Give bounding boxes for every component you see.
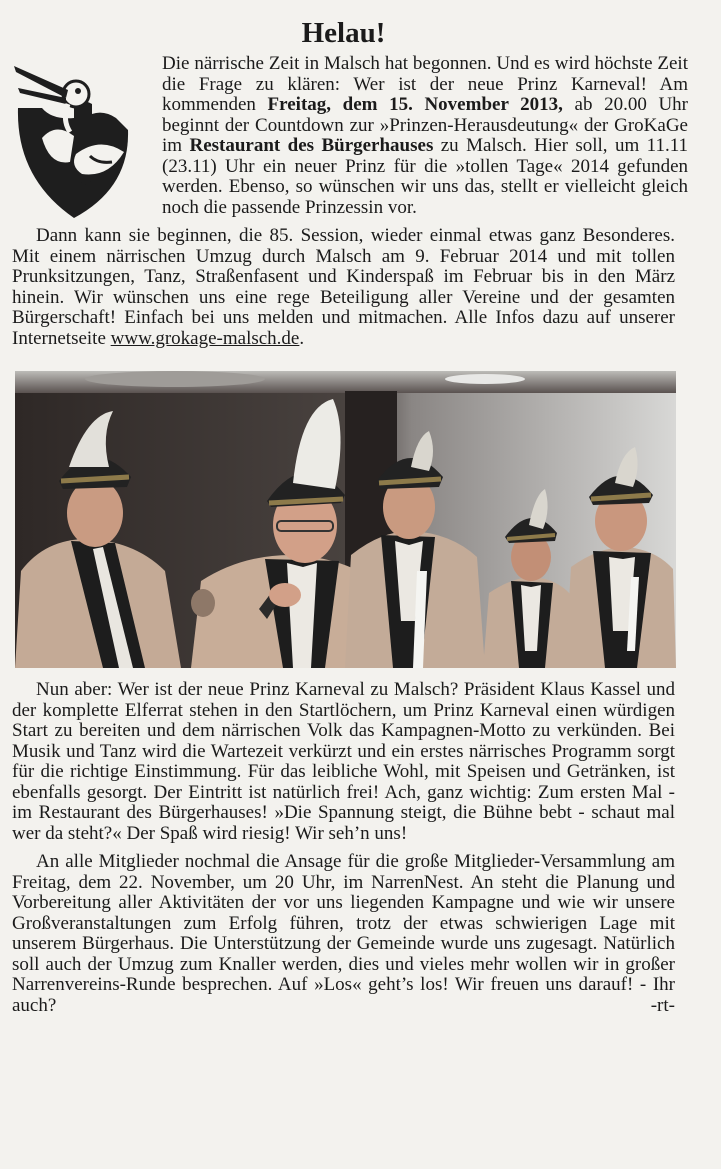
intro-text-1: Die närrische Zeit in Malsch hat begonnen. Und es wird höchste Zeit die Frage zu klären: Wer ist der neue Prinz Karneval! Am kommenden xyxy=(162,53,688,115)
author-signature: -rt- xyxy=(650,994,675,1016)
session-text-end: . xyxy=(299,327,305,349)
session-paragraph xyxy=(12,226,675,349)
intro-text-2: ab 20.00 Uhr beginnt der Countdown zur »Prinzen-Herausdeutung« der GroKaGe im xyxy=(162,94,688,156)
elferrat-photo xyxy=(15,371,676,668)
intro-paragraph xyxy=(162,54,688,218)
stork-logo-icon xyxy=(12,58,134,226)
members-text: An alle Mitglieder nochmal die Ansage für die große Mitglieder-Versammlung am Freitag, dem 22. November, um 20 Uhr, im NarrenNest. An steht die Planung und Vorbereitung aller Aktivitäten der vor uns liegenden Kampagne und wie wir unsere Großveranstaltungen zum Erfolg führen, trotz der etwas schwierigen Lage mit unserem Bürgerhaus. Die Unterstützung der Gemeinde wurde uns zugesagt. Natürlich soll auch der Umzug zum Knaller werden, dies und vieles mehr wollen wir in großer Narrenvereins-Runde besprechen. Auf »Los« geht’s los! Wir freuen uns darauf! - Ihr auch? xyxy=(12,851,675,1016)
members-paragraph xyxy=(12,852,675,1016)
session-text: Dann kann sie beginnen, die 85. Session, wieder einmal etwas ganz Besonderes. Mit einem närrischen Umzug durch Malsch am 9. Februar 2014 und mit tollen Prunksitzungen, Tanz, Straßenfasent und Kinderspaß im Februar bis in den März hinein. Wir wünschen uns eine rege Beteiligung aller Vereine und der gesamten Bürgerschaft! Einfach bei uns melden und mitmachen. Alle Infos dazu auf unserer Internetseite xyxy=(12,225,675,349)
event-venue: Restaurant des Bürgerhauses xyxy=(189,135,434,156)
intro-text-3: zu Malsch. Hier soll, um 11.11 (23.11) Uhr ein neuer Prinz für die »tollen Tage« 2014 gefunden werden. Ebenso, so wünschen wir uns das, stellt er vielleicht gleich noch die passende Prinzessin vor. xyxy=(162,135,688,218)
event-date: Freitag, dem 15. November 2013, xyxy=(267,94,563,115)
website-link[interactable]: www.grokage-malsch.de xyxy=(110,327,300,349)
article-title: Helau! xyxy=(301,17,386,49)
prince-paragraph: Nun aber: Wer ist der neue Prinz Karneval zu Malsch? Präsident Klaus Kassel und der komplette Elferrat stehen in den Startlöchern, um Prinz Karneval einen würdigen Start zu bereiten und dem närrischen Volk das Kampagnen-Motto zu verkünden. Bei Musik und Tanz wird die Wartezeit verkürzt und ein erstes närrisches Programm sorgt für die richtige Einstimmung. Für das leibliche Wohl, mit Speisen und Getränken, ist ebenfalls gesorgt. Der Eintritt ist natürlich frei! Ach, ganz wichtig: Zum ersten Mal - im Restaurant des Bürgerhauses! »Die Spannung steigt, die Bühne bebt - schaut mal wer da steht?« Der Spaß wird riesig! Wir seh’n uns! xyxy=(12,679,675,844)
